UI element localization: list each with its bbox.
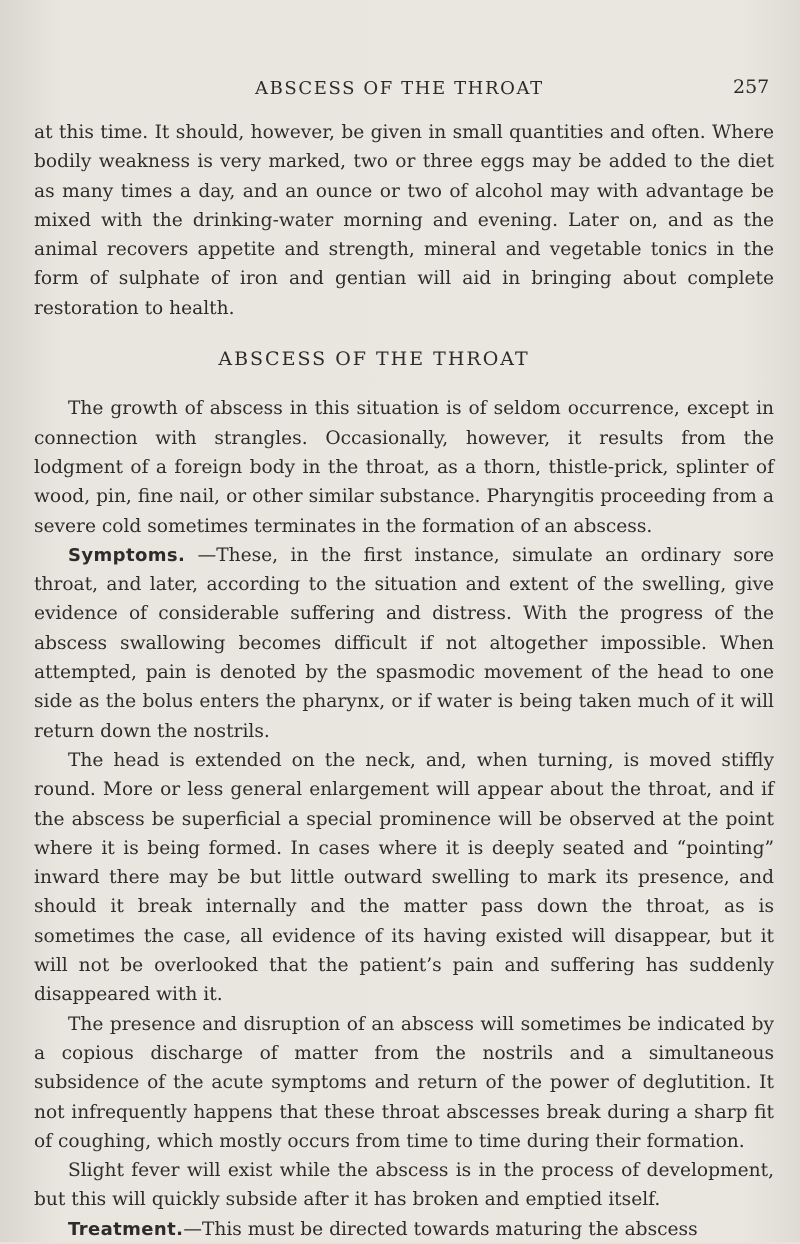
- symptoms-paragraph: [34, 541, 774, 746]
- symptoms-label: Symptoms.: [68, 544, 186, 566]
- intro-paragraph: The growth of abscess in this situation is of seldom occurrence, except in connection with strangles. Occasionally, however, it results from the lodgment of a foreign body in the throat, as a thorn, thistle-prick, splinter of wood, pin, fine nail, or other similar substance. Pharyngitis proceeding from a severe cold sometimes terminates in the formation of an abscess.: [34, 398, 774, 537]
- section-heading: ABSCESS OF THE THROAT: [218, 348, 530, 371]
- treatment-paragraph: [34, 1215, 774, 1244]
- page-number: 257: [733, 76, 770, 98]
- running-title: ABSCESS OF THE THROAT: [255, 78, 544, 99]
- head-paragraph: The head is extended on the neck, and, when turning, is moved stiffly round. More or less general enlargement will appear about the throat, and if the abscess be superficial a special prominence will be observed at the point where it is being formed. In cases where it is deeply seated and “pointing” inward there may be but little outward swelling to mark its presence, and should it break internally and the matter pass down the throat, as is sometimes the case, all evidence of its having existed will disappear, but it will not be overlooked that the patient’s pain and suffering has suddenly disappeared with it.: [34, 749, 774, 1006]
- symptoms-text: —These, in the first instance, simulate an ordinary sore throat, and later, according to the situation and extent of the swelling, give evidence of considerable suffering and distress. With the progress of the abscess swallowing becomes difficult if not altogether impossible. When attempted, pain is denoted by the spasmodic movement of the head to one side as the bolus enters the pharynx, or if water is being taken much of it will return down the nostrils.: [34, 544, 774, 742]
- presence-paragraph: The presence and disruption of an abscess will sometimes be indicated by a copious discharge of matter from the nostrils and a simultaneous subsidence of the acute symptoms and return of the power of deglutition. It not infrequently happens that these throat abscesses break during a sharp fit of coughing, which mostly occurs from time to time during their formation.: [34, 1013, 774, 1152]
- fever-paragraph: Slight fever will exist while the abscess is in the process of development, but this will quickly subside after it has broken and emptied itself.: [34, 1160, 774, 1211]
- continued-paragraph: at this time. It should, however, be given in small quantities and often. Where bodily weakness is very marked, two or three eggs may be added to the diet as many times a day, and an ounce or two of alcohol may with advantage be mixed with the drinking-water morning and evening. Later on, and as the animal recovers appetite and strength, mineral and vegetable tonics in the form of sulphate of iron and gentian will aid in bringing about complete restoration to health.: [34, 122, 774, 319]
- page-body: [34, 118, 774, 1244]
- treatment-label: Treatment.: [68, 1218, 184, 1240]
- treatment-text: —This must be directed towards maturing the abscess: [183, 1218, 698, 1240]
